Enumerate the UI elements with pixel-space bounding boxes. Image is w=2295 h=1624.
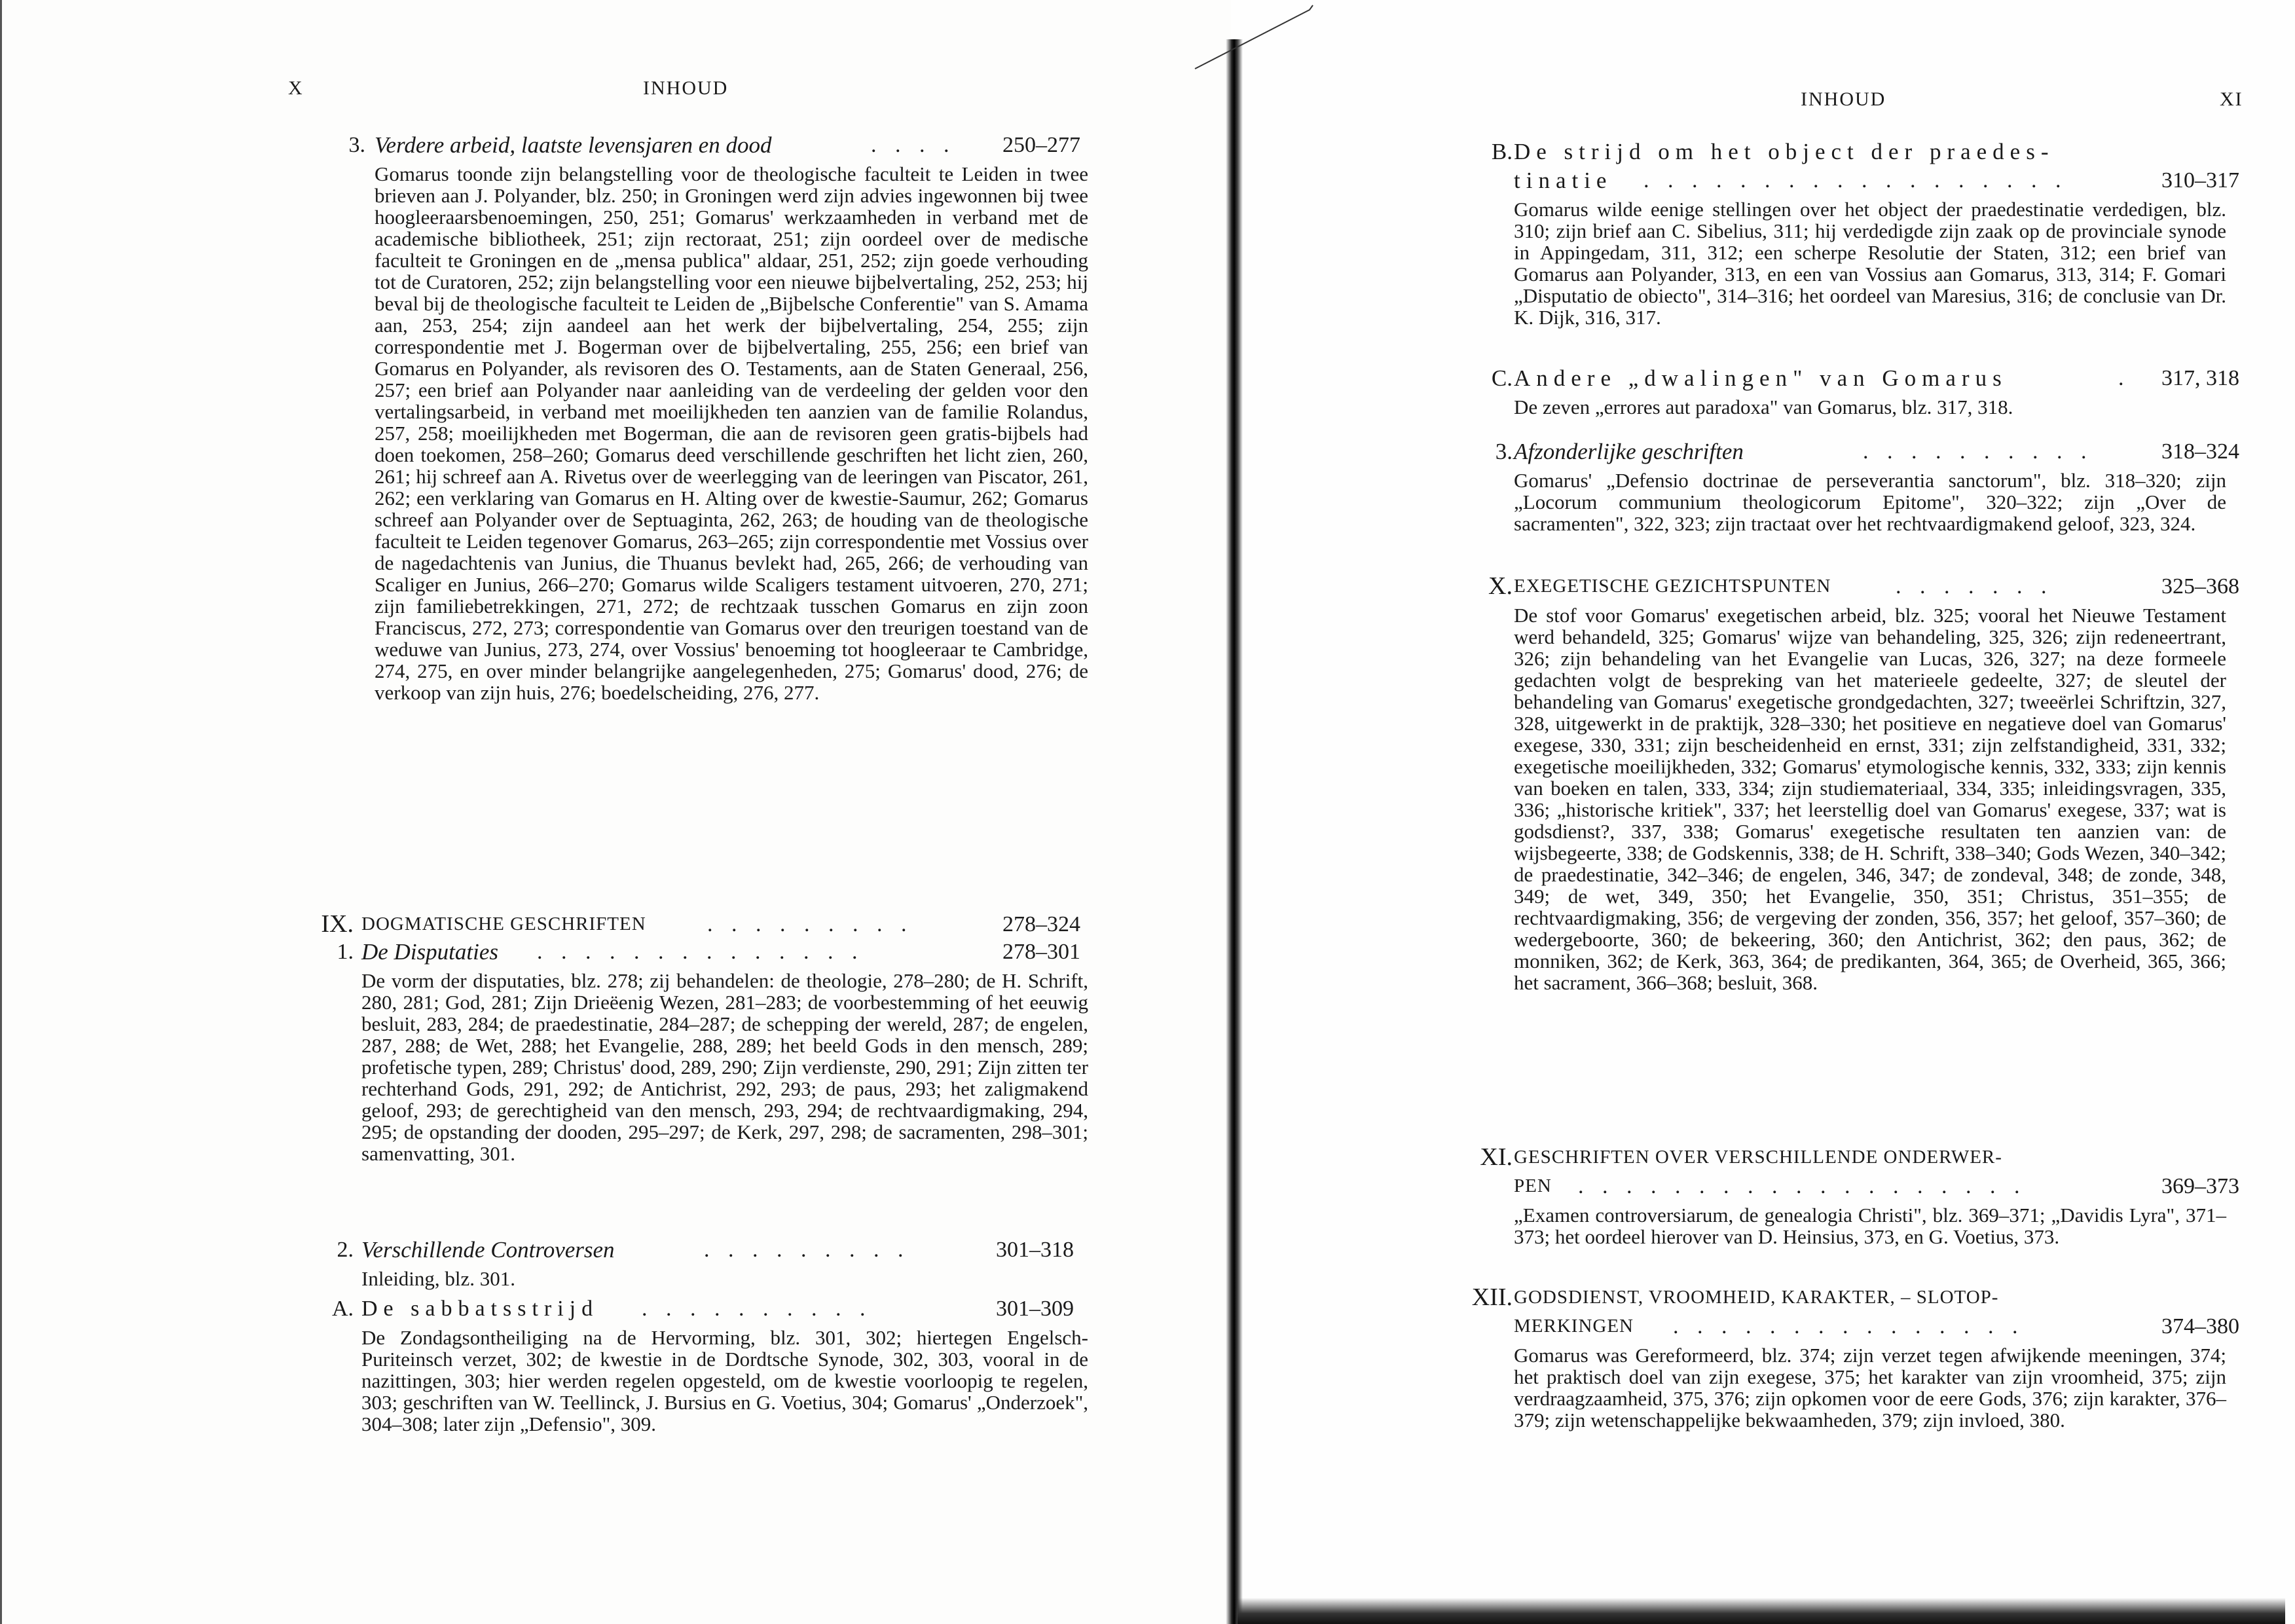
entry-pages: 301–318 bbox=[996, 1238, 1074, 1262]
entry-number: B. bbox=[1491, 139, 1513, 164]
toc-entry bbox=[1495, 439, 2239, 470]
entry-description: De zeven „errores aut paradoxa" van Gomarus, blz. 317, 318. bbox=[1514, 396, 2013, 418]
entry-pages: 250–277 bbox=[1002, 133, 1080, 157]
toc-entry bbox=[337, 939, 1093, 970]
entry-pages: 317, 318 bbox=[2161, 366, 2239, 390]
entry-dots: . . . . . . . . . bbox=[707, 912, 913, 936]
entry-number: 3. bbox=[348, 133, 365, 157]
left-page-number: X bbox=[288, 77, 304, 99]
entry-number: XI. bbox=[1480, 1143, 1513, 1171]
entry-title-line2: PEN bbox=[1514, 1175, 1552, 1196]
entry-number: IX. bbox=[321, 910, 354, 938]
entry-title: Afzonderlijke geschriften bbox=[1514, 439, 1744, 464]
entry-dots: . . . . . . . . . . . . . . . bbox=[1673, 1314, 2025, 1338]
entry-dots: . . . . . . . . . . . . . . . . . . bbox=[1643, 168, 2068, 193]
entry-dots: . . . . . . . . . . . . . . bbox=[537, 940, 864, 964]
entry-pages: 301–309 bbox=[996, 1297, 1074, 1321]
entry-dots: . . . . . . . bbox=[1896, 574, 2053, 599]
entry-pages: 318–324 bbox=[2161, 439, 2239, 464]
entry-description: Gomarus wilde eenige stellingen over het object der praedestinatie verdedigen, blz. 310; zijn brief aan C. Sibelius, 311; hij verdedigde zijn zaak op de provinciale synode in Appingedam, 311, 312; een scherpe Resolutie der Staten, 312; een brief van Gomarus aan Polyander, 313, en een van Vossius aan Gomarus, 313, 314; F. Gomari „Disputatio de obiecto", 314–316; het oordeel van Maresius, 316; de conclusie van Dr. K. Dijk, 316, 317. bbox=[1514, 198, 2226, 329]
entry-title-line2: tinatie bbox=[1514, 168, 1613, 193]
entry-title: Verdere arbeid, laatste levensjaren en dood bbox=[375, 132, 772, 158]
right-page bbox=[1231, 0, 2295, 1624]
toc-entry bbox=[321, 910, 1093, 941]
entry-title-line1: GODSDIENST, VROOMHEID, KARAKTER, – SLOTOP- bbox=[1514, 1287, 1999, 1308]
entry-title: DOGMATISCHE GESCHRIFTEN bbox=[361, 913, 646, 934]
entry-description: De Zondagsontheiliging na de Hervorming, blz. 301, 302; hiertegen Engelsch-Puriteinsch verzet, 302; de kwestie in de Dordtsche Synode, 302, 303, vooral in de nazittingen, 303; hier werden regelen opgesteld, om de kwestie voorloopig te regelen, 303; geschriften van W. Teellinck, J. Bursius en G. Voetius, 304; Gomarus' „Onderzoek", 304–308; later zijn „Defensio", 309. bbox=[361, 1326, 1088, 1435]
entry-dots: . . . . . . . . . . . . . . . . . . . bbox=[1578, 1174, 2027, 1198]
entry-title-line1: GESCHRIFTEN OVER VERSCHILLENDE ONDERWER- bbox=[1514, 1147, 2002, 1168]
entry-dots: . . . . bbox=[871, 133, 956, 157]
toc-entry bbox=[1480, 1143, 2239, 1175]
entry-number: 3. bbox=[1495, 439, 1513, 464]
entry-description: Gomarus' „Defensio doctrinae de perseverantia sanctorum", blz. 318–320; zijn „Locorum communium theologicorum Epitome", 320–322; zijn „Over de sacramenten", 322, 323; zijn tractaat over het rechtvaardigmakend geloof, 323, 324. bbox=[1514, 469, 2226, 535]
entry-dots: . . . . . . . . . bbox=[704, 1238, 910, 1262]
entry-pages: 374–380 bbox=[2161, 1314, 2239, 1338]
entry-description: Inleiding, blz. 301. bbox=[361, 1267, 516, 1290]
toc-entry bbox=[340, 134, 1093, 163]
toc-entry-continuation bbox=[1514, 1314, 2239, 1344]
right-running-head: INHOUD bbox=[1801, 88, 1886, 110]
entry-title: EXEGETISCHE GEZICHTSPUNTEN bbox=[1514, 576, 1831, 597]
entry-number: C. bbox=[1491, 365, 1513, 391]
entry-description: „Examen controversiarum, de genealogia Christi", blz. 369–371; „Davidis Lyra", 371–373; het oordeel hierover van D. Heinsius, 373, en G. Voetius, 373. bbox=[1514, 1204, 2226, 1248]
entry-pages: 278–301 bbox=[1002, 940, 1080, 964]
entry-title: Andere „dwalingen" van Gomarus bbox=[1514, 365, 2008, 391]
entry-pages: 325–368 bbox=[2161, 574, 2239, 599]
entry-title: Verschillende Controversen bbox=[361, 1237, 615, 1263]
toc-entry-continuation bbox=[1514, 1174, 2239, 1204]
entry-pages: 278–324 bbox=[1002, 912, 1080, 936]
entry-number: 2. bbox=[337, 1238, 354, 1262]
entry-number: A. bbox=[331, 1297, 354, 1321]
entry-number: 1. bbox=[337, 940, 354, 964]
entry-description: Gomarus was Gereformeerd, blz. 374; zijn verzet tegen afwijkende meeningen, 374; het praktisch doel van zijn exegese, 375; het karakter van zijn vroomheid, 375; zijn verdraagzaamheid, 375, 376; zijn opkomen voor de eere Gods, 376; zijn karakter, 376–379; zijn wetenschappelijke bekwaamheden, 379; zijn invloed, 380. bbox=[1514, 1344, 2226, 1431]
entry-number: X. bbox=[1488, 572, 1513, 600]
entry-dots: . . . . . . . . . . bbox=[1863, 439, 2093, 464]
page-edge-line bbox=[0, 0, 2, 1624]
toc-entry bbox=[1491, 365, 2239, 396]
entry-dots: . . . . . . . . . . bbox=[642, 1297, 872, 1321]
left-running-head: INHOUD bbox=[643, 77, 729, 99]
gutter-pen-mark bbox=[1188, 0, 1319, 72]
toc-entry bbox=[1491, 139, 2239, 170]
right-column bbox=[1471, 139, 2239, 1431]
toc-entry bbox=[331, 1297, 1093, 1327]
left-column bbox=[321, 132, 1093, 1435]
toc-entry bbox=[1471, 1283, 2239, 1316]
entry-pages: 310–317 bbox=[2161, 168, 2239, 193]
toc-entry bbox=[337, 1237, 1093, 1268]
toc-entry bbox=[1488, 572, 2239, 604]
entry-dots: . bbox=[2118, 366, 2131, 390]
entry-title-line1: De strijd om het object der praedes- bbox=[1514, 139, 2055, 164]
bottom-edge-shadow bbox=[1238, 1598, 2285, 1624]
entry-description: De stof voor Gomarus' exegetischen arbeid, blz. 325; vooral het Nieuwe Testament werd behandeld, 325; Gomarus' wijze van behandeling, 325, 326; zijn redeneertrant, 326; zijn behandeling van het Evangelie van Lucas, 326, 327; na deze formeele gedachten volgt de bespreking van het materieele gedeelte, 327; de sleutel der behandeling van Gomarus' exegetische grondgedachten, 327; tweeërlei Schriftzin, 327, 328, uitgewerkt in de praktijk, 328–330; het positieve en negatieve doel van Gomarus' exegese, 330, 331; zijn bescheidenheid en ernst, 331; zijn zelfstandigheid, 331, 332; exegetische moeilijkheden, 332; Gomarus' etymologische kennis, 332, 333; zijn kennis van boeken en talen, 333, 334; zijn studiemateriaal, 334, 335; inleidingsvragen, 335, 336; „historische kritiek", 337; het leerstellig doel van Gomarus' exegese, 337; wat is godsdienst?, 337, 338; Gomarus' exegetische resultaten ten aanzien van: de wijsbegeerte, 338; de Godskennis, 338; de H. Schrift, 338–340; Gods Wezen, 340–342; de praedestinatie, 342–346; de engelen, 346, 347; de zondeval, 348; de zonde, 348, 349; de wet, 349, 350; het Evangelie, 350, 351; Christus, 351–355; de rechtvaardigmaking, 356; de vergeving der zonden, 356, 357; het geloof, 357–360; de wedergeboorte, 360; de bekeering, 360; den Antichrist, 362; den paus, 362; de monniken, 362; de Kerk, 363, 364; de predikanten, 364, 365; de Overheid, 365, 366; het sacrament, 366–368; besluit, 368. bbox=[1514, 604, 2226, 994]
entry-title: De sabbatsstrijd bbox=[361, 1297, 599, 1321]
toc-entry-continuation bbox=[1514, 168, 2239, 198]
entry-pages: 369–373 bbox=[2161, 1174, 2239, 1198]
book-gutter bbox=[1226, 39, 1243, 1624]
entry-title-line2: MERKINGEN bbox=[1514, 1316, 1634, 1337]
entry-number: XII. bbox=[1471, 1283, 1513, 1311]
entry-description: Gomarus toonde zijn belangstelling voor de theologische faculteit te Leiden in twee brieven aan J. Polyander, blz. 250; in Groningen werd zijn advies ingewonnen bij twee hoogleeraarsbenoemingen, 250, 251; Gomarus' werkzaamheden in verband met de academische bibliotheek, 251; zijn rectoraat, 251; zijn oordeel over de medische faculteit te Groningen en de „mensa publica" aldaar, 251, 252; zijn goede verhouding tot de Curatoren, 252; zijn belangstelling voor een nieuwe bijbelvertaling, 252, 253; hij beval bij de theologische faculteit te Leiden de „Bijbelsche Conferentie" van S. Amama aan, 253, 254; zijn aandeel aan het werk der bijbelvertaling, 254, 255; zijn correspondentie met J. Bogerman over de bijbelvertaling, 255, 256; een brief van Gomarus en Polyander, als revisoren des O. Testaments, aan de Staten Generaal, 256, 257; een brief aan Polyander naar aanleiding van de verdeeling der gelden voor den vertalingsarbeid, in verband met moeilijkheden ten aanzien van de familie Rolandus, 257, 258; moeilijkheden met Bogerman, die aan de revisoren geen gratis-bijbels had doen toekomen, 258–260; Gomarus deed verschillende geschriften het licht zien, 260, 261; hij schreef aan A. Rivetus over de weerlegging van de leeringen van Piscator, 261, 262; een verklaring van Gomarus en H. Alting over de kwestie-Saumur, 262; Gomarus schreef aan Polyander over de Septuaginta, 262, 263; de houding van de theologische faculteit te Leiden tegenover Gomarus, 263–265; zijn correspondentie met Vossius over de nagedachtenis van Junius, die Thuanus bevlekt had, 265, 266; de verhouding van Scaliger en Junius, 266–270; Gomarus wilde Scaligers testament uitvoeren, 270, 271; zijn familiebetrekkingen, 271, 272; de rechtzaak tusschen Gomarus en zijn zoon Franciscus, 272, 273; correspondentie van Gomarus over den treurigen toestand van de weduwe van Junius, 273, 274, over Vossius' benoeming tot hoogleeraar te Cambridge, 274, 275, en over minder belangrijke aangelegenheden, 275; Gomarus' dood, 276; de verkoop van zijn huis, 276; boedelscheiding, 276, 277. bbox=[375, 162, 1088, 704]
entry-description: De vorm der disputaties, blz. 278; zij behandelen: de theologie, 278–280; de H. Schrift, 280, 281; God, 281; Zijn Drieëenig Wezen, 281–283; de voorbestemming of het eeuwig besluit, 283, 284; de praedestinatie, 284–287; de schepping der wereld, 287; de engelen, 287, 288; de Wet, 288; het Evangelie, 288, 289; het beeld Gods in den mensch, 289; profetische typen, 289; Christus' dood, 289, 290; Zijn verdienste, 290, 291; Zijn zitten ter rechterhand Gods, 291, 292; de Antichrist, 292, 293; de paus, 293; het zaligmakend geloof, 293; de gerechtigheid van den mensch, 293, 294; de rechtvaardigmaking, 294, 295; de opstanding der dooden, 295–297; de Kerk, 297, 298; de sacramenten, 298–301; samenvatting, 301. bbox=[361, 969, 1088, 1165]
right-page-number: XI bbox=[2220, 88, 2243, 110]
entry-title: De Disputaties bbox=[361, 939, 499, 965]
